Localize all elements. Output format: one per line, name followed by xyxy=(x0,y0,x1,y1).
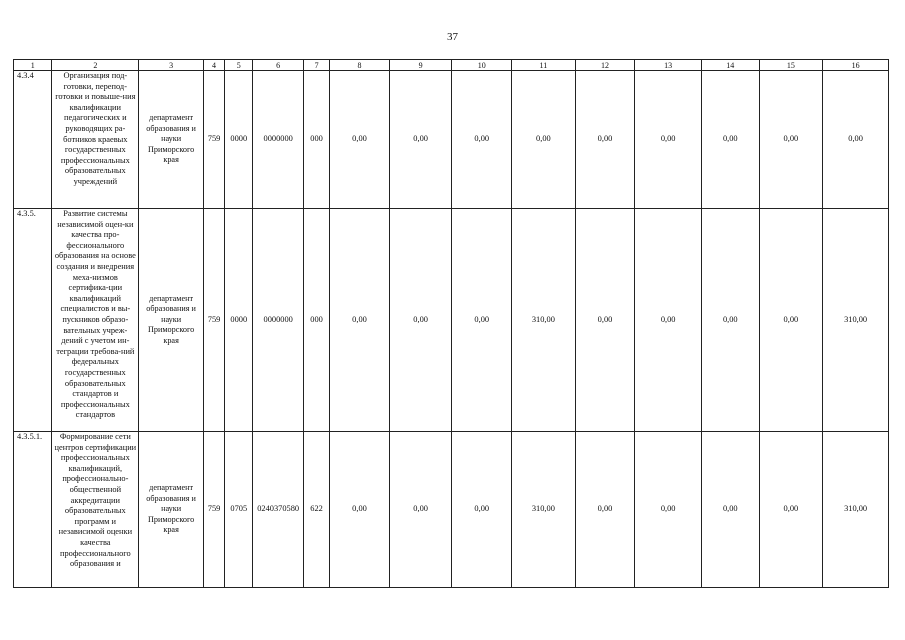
item-name: Развитие системы независимой оцен-ки качества про-фессионального образования на основе создания и внедрения меха-низмов сертифика-ции квалификаций специалистов и вы-пускников образо-вательных учреж-дений с учетом ин-теграции требова-ний федеральных государственных образовательных стандартов и профессиональных стандартов xyxy=(52,209,139,432)
rzpr-code: 0000 xyxy=(225,209,253,432)
value-cell: 0,00 xyxy=(389,432,452,588)
col-header: 1 xyxy=(14,60,52,71)
col-header: 2 xyxy=(52,60,139,71)
value-cell: 0,00 xyxy=(635,432,702,588)
table-row xyxy=(14,432,889,588)
col-header: 6 xyxy=(253,60,304,71)
col-header: 14 xyxy=(701,60,759,71)
col-header: 13 xyxy=(635,60,702,71)
value-cell: 0,00 xyxy=(330,209,390,432)
csr-code: 0240370580 xyxy=(253,432,304,588)
col-header: 12 xyxy=(575,60,635,71)
responsible-dept: департамент образования и науки Приморского края xyxy=(139,71,204,209)
page-number: 37 xyxy=(447,31,458,43)
col-header: 3 xyxy=(139,60,204,71)
value-cell: 0,00 xyxy=(701,432,759,588)
col-header: 11 xyxy=(512,60,576,71)
responsible-dept: департамент образования и науки Приморского края xyxy=(139,209,204,432)
value-cell: 0,00 xyxy=(389,71,452,209)
item-name: Организация под-готовки, перепод-готовки и повыше-ния квалификации педагогических и руководящих ра-ботников краевых государственных профессиональных образовательных учреждений xyxy=(52,71,139,209)
vr-code: 000 xyxy=(303,209,329,432)
value-cell: 0,00 xyxy=(701,209,759,432)
value-cell: 310,00 xyxy=(823,209,889,432)
value-cell: 0,00 xyxy=(512,71,576,209)
header-row xyxy=(14,60,889,71)
value-cell: 0,00 xyxy=(330,432,390,588)
value-cell: 0,00 xyxy=(389,209,452,432)
col-header: 9 xyxy=(389,60,452,71)
value-cell: 0,00 xyxy=(759,71,823,209)
col-header: 16 xyxy=(823,60,889,71)
responsible-dept: департамент образования и науки Приморского края xyxy=(139,432,204,588)
vr-code: 000 xyxy=(303,71,329,209)
grbs-code: 759 xyxy=(203,209,224,432)
item-code: 4.3.4 xyxy=(14,71,52,209)
value-cell: 0,00 xyxy=(823,71,889,209)
value-cell: 0,00 xyxy=(635,209,702,432)
item-name: Формирование сети центров сертификации профессиональных квалификаций, профессионально-общественной аккредитации образовательных программ и независимой оценки качества профессионального образования и xyxy=(52,432,139,588)
col-header: 7 xyxy=(303,60,329,71)
value-cell: 0,00 xyxy=(635,71,702,209)
value-cell: 0,00 xyxy=(701,71,759,209)
value-cell: 0,00 xyxy=(575,209,635,432)
grbs-code: 759 xyxy=(203,71,224,209)
value-cell: 0,00 xyxy=(452,432,512,588)
value-cell: 0,00 xyxy=(759,432,823,588)
table-row xyxy=(14,71,889,209)
value-cell: 0,00 xyxy=(759,209,823,432)
grbs-code: 759 xyxy=(203,432,224,588)
value-cell: 0,00 xyxy=(575,432,635,588)
value-cell: 310,00 xyxy=(512,432,576,588)
value-cell: 0,00 xyxy=(575,71,635,209)
budget-table xyxy=(13,59,889,588)
col-header: 4 xyxy=(203,60,224,71)
value-cell: 310,00 xyxy=(823,432,889,588)
col-header: 10 xyxy=(452,60,512,71)
value-cell: 310,00 xyxy=(512,209,576,432)
value-cell: 0,00 xyxy=(330,71,390,209)
item-code: 4.3.5.1. xyxy=(14,432,52,588)
csr-code: 0000000 xyxy=(253,71,304,209)
vr-code: 622 xyxy=(303,432,329,588)
item-code: 4.3.5. xyxy=(14,209,52,432)
rzpr-code: 0000 xyxy=(225,71,253,209)
rzpr-code: 0705 xyxy=(225,432,253,588)
col-header: 5 xyxy=(225,60,253,71)
value-cell: 0,00 xyxy=(452,209,512,432)
col-header: 15 xyxy=(759,60,823,71)
csr-code: 0000000 xyxy=(253,209,304,432)
table-row xyxy=(14,209,889,432)
value-cell: 0,00 xyxy=(452,71,512,209)
col-header: 8 xyxy=(330,60,390,71)
